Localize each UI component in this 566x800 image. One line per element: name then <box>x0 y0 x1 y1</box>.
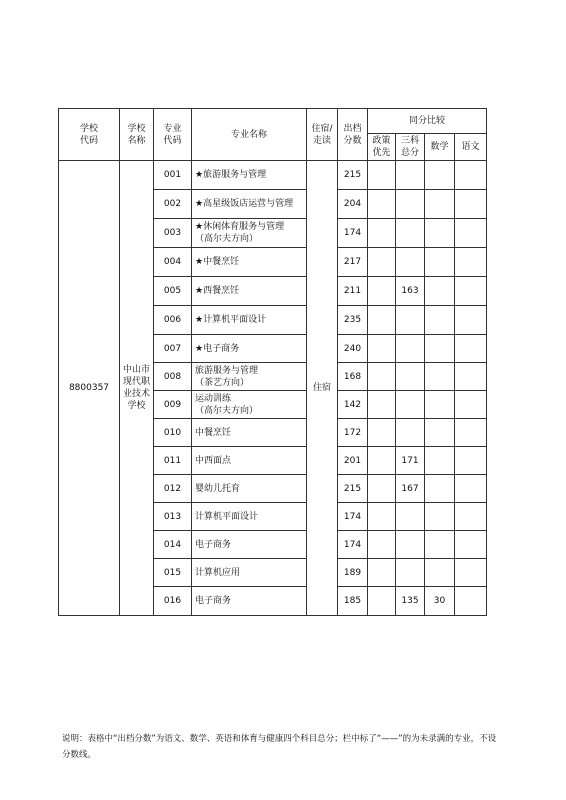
math-cell <box>425 277 455 306</box>
school-name-cell: 中山市 现代职 业技术 学校 <box>120 161 154 616</box>
header-major-code: 专业 代码 <box>154 109 192 161</box>
header-three-total: 三科 总分 <box>396 134 425 161</box>
chinese-cell <box>455 503 487 531</box>
three-total-cell <box>396 190 425 219</box>
admission-score-cell: 235 <box>338 306 368 335</box>
three-total-cell <box>396 559 425 587</box>
major-name-cell: 电子商务 <box>192 587 307 616</box>
major-code-cell: 005 <box>154 277 192 306</box>
admission-score-cell: 201 <box>338 447 368 475</box>
three-total-cell <box>396 391 425 419</box>
math-cell <box>425 419 455 447</box>
admission-score-cell: 215 <box>338 475 368 503</box>
major-name-cell: ★中餐烹饪 <box>192 248 307 277</box>
admission-score-cell: 168 <box>338 363 368 391</box>
three-total-cell <box>396 363 425 391</box>
boarding-cell: 住宿 <box>307 161 338 616</box>
header-chinese: 语文 <box>455 134 487 161</box>
major-name-cell: ★高星级饭店运营与管理 <box>192 190 307 219</box>
math-cell <box>425 335 455 363</box>
three-total-cell <box>396 503 425 531</box>
admission-score-cell: 215 <box>338 161 368 190</box>
admission-score-cell: 174 <box>338 219 368 248</box>
major-code-cell: 016 <box>154 587 192 616</box>
admission-score-table <box>58 108 487 616</box>
math-cell <box>425 248 455 277</box>
three-total-cell <box>396 531 425 559</box>
math-cell <box>425 161 455 190</box>
header-school-name: 学校 名称 <box>120 109 154 161</box>
policy-priority-cell <box>368 419 396 447</box>
three-total-cell <box>396 335 425 363</box>
major-name-cell: 电子商务 <box>192 531 307 559</box>
math-cell <box>425 219 455 248</box>
math-cell <box>425 363 455 391</box>
major-code-cell: 002 <box>154 190 192 219</box>
header-policy-priority: 政策 优先 <box>368 134 396 161</box>
chinese-cell <box>455 391 487 419</box>
major-code-cell: 006 <box>154 306 192 335</box>
admission-score-cell: 174 <box>338 503 368 531</box>
chinese-cell <box>455 559 487 587</box>
major-code-cell: 001 <box>154 161 192 190</box>
three-total-cell <box>396 161 425 190</box>
header-major-name: 专业名称 <box>192 109 307 161</box>
math-cell <box>425 559 455 587</box>
major-name-cell: ★西餐烹饪 <box>192 277 307 306</box>
chinese-cell <box>455 161 487 190</box>
major-code-cell: 004 <box>154 248 192 277</box>
school-code-cell: 8800357 <box>59 161 120 616</box>
policy-priority-cell <box>368 335 396 363</box>
chinese-cell <box>455 587 487 616</box>
admission-score-cell: 172 <box>338 419 368 447</box>
policy-priority-cell <box>368 219 396 248</box>
three-total-cell <box>396 306 425 335</box>
three-total-cell <box>396 419 425 447</box>
major-name-cell: ★电子商务 <box>192 335 307 363</box>
policy-priority-cell <box>368 559 396 587</box>
admission-score-cell: 204 <box>338 190 368 219</box>
major-name-cell: 计算机应用 <box>192 559 307 587</box>
footnote: 说明：表格中“出档分数”为语文、数学、英语和体育与健康四个科目总分；栏中标了“——”的为未录满的专业，不设分数线。 <box>62 734 497 760</box>
three-total-cell: 163 <box>396 277 425 306</box>
major-name-cell: 计算机平面设计 <box>192 503 307 531</box>
chinese-cell <box>455 219 487 248</box>
chinese-cell <box>455 447 487 475</box>
policy-priority-cell <box>368 531 396 559</box>
admission-score-cell: 217 <box>338 248 368 277</box>
major-code-cell: 013 <box>154 503 192 531</box>
header-school-code: 学校 代码 <box>59 109 120 161</box>
major-name-cell: ★休闲体育服务与管理 （高尔夫方向） <box>192 219 307 248</box>
chinese-cell <box>455 475 487 503</box>
chinese-cell <box>455 306 487 335</box>
math-cell <box>425 306 455 335</box>
chinese-cell <box>455 419 487 447</box>
policy-priority-cell <box>368 363 396 391</box>
math-cell <box>425 503 455 531</box>
admission-score-cell: 240 <box>338 335 368 363</box>
three-total-cell <box>396 248 425 277</box>
chinese-cell <box>455 277 487 306</box>
major-name-cell: 中餐烹饪 <box>192 419 307 447</box>
policy-priority-cell <box>368 190 396 219</box>
math-cell <box>425 391 455 419</box>
admission-score-cell: 189 <box>338 559 368 587</box>
major-name-cell: 婴幼儿托育 <box>192 475 307 503</box>
major-code-cell: 012 <box>154 475 192 503</box>
policy-priority-cell <box>368 161 396 190</box>
major-code-cell: 014 <box>154 531 192 559</box>
header-tie-compare: 同分比较 <box>368 109 487 134</box>
major-code-cell: 009 <box>154 391 192 419</box>
chinese-cell <box>455 363 487 391</box>
policy-priority-cell <box>368 475 396 503</box>
header-math: 数学 <box>425 134 455 161</box>
admission-score-cell: 174 <box>338 531 368 559</box>
three-total-cell <box>396 219 425 248</box>
math-cell <box>425 475 455 503</box>
admission-score-cell: 185 <box>338 587 368 616</box>
math-cell <box>425 447 455 475</box>
math-cell: 30 <box>425 587 455 616</box>
major-code-cell: 011 <box>154 447 192 475</box>
major-code-cell: 015 <box>154 559 192 587</box>
admission-score-cell: 211 <box>338 277 368 306</box>
admission-score-cell: 142 <box>338 391 368 419</box>
policy-priority-cell <box>368 391 396 419</box>
chinese-cell <box>455 531 487 559</box>
policy-priority-cell <box>368 503 396 531</box>
major-name-cell: 运动训练 （高尔夫方向） <box>192 391 307 419</box>
policy-priority-cell <box>368 277 396 306</box>
table-row <box>59 161 487 190</box>
header-admission-score: 出档 分数 <box>338 109 368 161</box>
three-total-cell: 135 <box>396 587 425 616</box>
chinese-cell <box>455 190 487 219</box>
policy-priority-cell <box>368 306 396 335</box>
chinese-cell <box>455 335 487 363</box>
policy-priority-cell <box>368 248 396 277</box>
chinese-cell <box>455 248 487 277</box>
major-code-cell: 010 <box>154 419 192 447</box>
math-cell <box>425 190 455 219</box>
major-name-cell: 中西面点 <box>192 447 307 475</box>
major-code-cell: 008 <box>154 363 192 391</box>
policy-priority-cell <box>368 447 396 475</box>
major-name-cell: ★计算机平面设计 <box>192 306 307 335</box>
major-code-cell: 003 <box>154 219 192 248</box>
major-name-cell: 旅游服务与管理 （茶艺方向） <box>192 363 307 391</box>
math-cell <box>425 531 455 559</box>
major-code-cell: 007 <box>154 335 192 363</box>
header-boarding: 住宿/ 走读 <box>307 109 338 161</box>
three-total-cell: 171 <box>396 447 425 475</box>
three-total-cell: 167 <box>396 475 425 503</box>
major-name-cell: ★旅游服务与管理 <box>192 161 307 190</box>
policy-priority-cell <box>368 587 396 616</box>
